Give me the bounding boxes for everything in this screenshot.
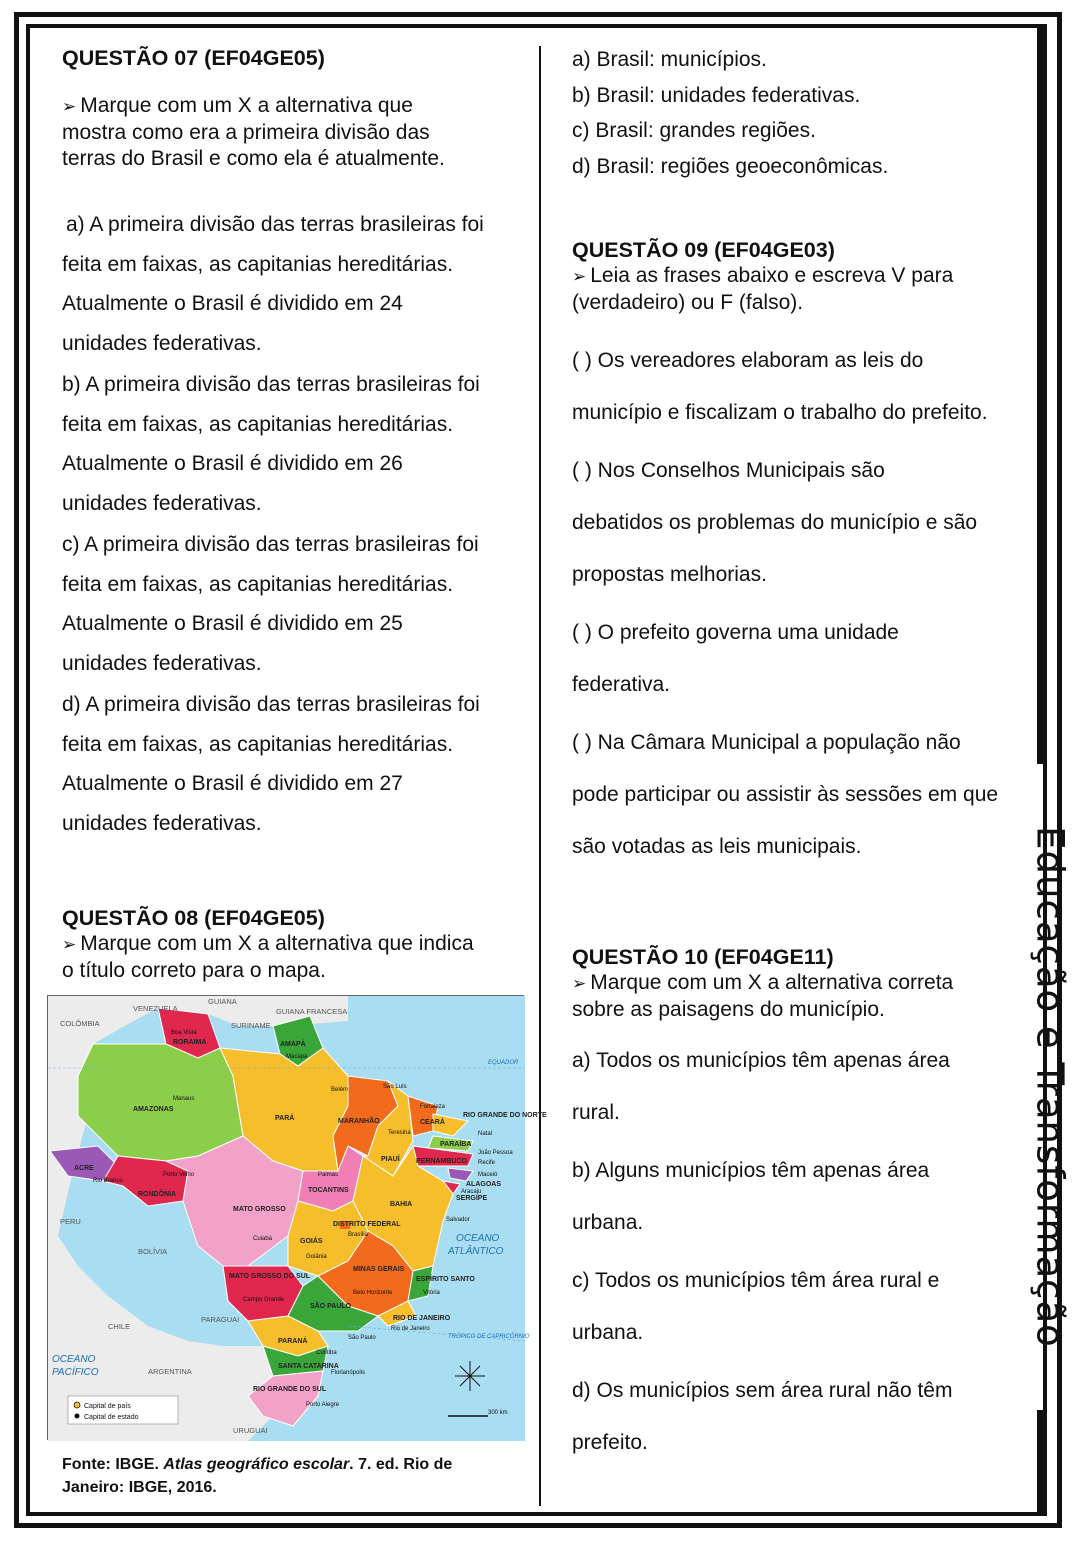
label-argentina: ARGENTINA [148,1367,192,1376]
q09-item-1[interactable] [572,335,1032,439]
q07-a-line3: Atualmente o Brasil é dividido em 24 [62,292,403,315]
label-ceara: CEARÁ [420,1119,445,1126]
q09-item4-line3: são votadas as leis municipais. [572,835,862,858]
label-oceano-atlantico-1: OCEANO [456,1233,500,1244]
label-mato-grosso-do-sul: MATO GROSSO DO SUL [229,1273,311,1280]
question-09 [572,238,1032,316]
label-sergipe: SERGIPE [456,1195,488,1202]
q09-item4-line1: ( ) Na Câmara Municipal a população não [572,731,961,754]
q08-title: QUESTÃO 08 (EF04GE05) [62,906,325,930]
label-paraiba: PARAÍBA [440,1141,472,1148]
q09-item3-line2: federativa. [572,673,671,696]
label-rio-de-janeiro-capital: Rio de Janeiro [391,1326,430,1332]
label-florianopolis: Florianópolis [331,1370,366,1376]
label-rio-grande-do-norte: RIO GRANDE DO NORTE [463,1112,547,1119]
q08-options [572,42,1032,184]
label-recife: Recife [478,1160,496,1166]
q09-item2-line3: propostas melhorias. [572,563,767,586]
label-peru: PERU [60,1217,81,1226]
label-para: PARÁ [275,1115,295,1122]
label-rio-branco: Rio Branco [93,1178,123,1184]
label-parana: PARANÁ [278,1338,308,1345]
legend-capital-estado: Capital de estado [84,1414,139,1421]
label-distrito-federal: DISTRITO FEDERAL [333,1221,401,1228]
q08-option-a[interactable]: a) Brasil: municípios. [572,48,767,71]
q07-options [62,205,532,843]
q07-option-c[interactable] [62,525,532,683]
label-amapa: AMAPÁ [280,1041,306,1048]
q10-c-line2: urbana. [572,1321,644,1344]
q10-a-line2: rural. [572,1101,620,1124]
q10-options [572,1035,1032,1469]
legend-capital-pais: Capital de país [84,1403,131,1410]
source-line2: Janeiro: IBGE, 2016. [62,1479,217,1496]
label-boa-vista: Boa Vista [171,1030,197,1036]
q10-d-line1: d) Os municípios sem área rural não têm [572,1379,953,1402]
q09-item-4[interactable] [572,717,1032,873]
q07-b-line3: Atualmente o Brasil é dividido em 26 [62,452,403,475]
label-piaui: PIAUÍ [381,1156,400,1163]
legend-capital-estado-icon [75,1414,80,1419]
source-atlas-title: Atlas geográfico escolar [163,1456,350,1473]
label-equador: EQUADOR [488,1060,519,1066]
label-teresina: Teresina [388,1130,411,1136]
label-campo-grande: Campo Grande [243,1297,285,1303]
label-palmas: Palmas [318,1172,339,1178]
q07-d-line3: Atualmente o Brasil é dividido em 27 [62,772,403,795]
question-08 [62,906,532,984]
label-oceano-pacifico-2: PACÍFICO [52,1367,99,1378]
map-source [62,1453,452,1499]
label-paraguai: PARAGUAI [201,1315,240,1324]
q09-item-3[interactable] [572,607,1032,711]
label-curitiba: Curitiba [316,1350,337,1356]
q07-c-line2: feita em faixas, as capitanias hereditárias. [62,572,454,596]
label-tocantins: TOCANTINS [308,1187,349,1194]
label-maceio: Maceió [478,1172,498,1178]
q07-prompt: ➢ Marque com um X a alternativa que [62,94,413,117]
q10-option-d[interactable] [572,1365,1032,1469]
label-colombia: COLÔMBIA [60,1019,100,1028]
q09-item-2[interactable] [572,445,1032,601]
side-bar-bottom [1037,1410,1047,1516]
label-venezuela: VENEZUELA [133,1004,178,1013]
label-oceano-atlantico-2: ATLÂNTICO [448,1246,504,1257]
q10-c-line1: c) Todos os municípios têm área rural e [572,1269,940,1292]
label-macapa: Macapá [286,1054,308,1060]
label-bolivia: BOLÍVIA [138,1247,168,1256]
q09-item2-line2: debatidos os problemas do município e são [572,511,978,534]
q09-item2-line1: ( ) Nos Conselhos Municipais são [572,459,885,482]
column-divider [539,46,541,1506]
q07-prompt-line2: mostra como era a primeira divisão das [62,121,430,144]
label-santa-catarina: SANTA CATARINA [278,1363,339,1370]
q10-title: QUESTÃO 10 (EF04GE11) [572,945,834,969]
q07-option-b[interactable] [62,365,532,523]
label-uruguai: URUGUAI [233,1426,268,1435]
q07-c-line1: c) A primeira divisão das terras brasileiras foi [62,533,479,556]
q07-option-d[interactable] [62,685,532,843]
arrow-icon: ➢ [62,935,77,954]
label-fortaleza: Fortaleza [420,1104,446,1110]
q09-item1-line2: município e fiscalizam o trabalho do prefeito. [572,401,988,424]
brazil-map [47,995,547,1440]
label-rio-grande-do-sul: RIO GRANDE DO SUL [253,1386,327,1393]
q09-item3-line1: ( ) O prefeito governa uma unidade [572,621,899,644]
label-acre: ACRE [74,1165,94,1172]
label-belo-horizonte: Belo Horizonte [353,1290,393,1296]
label-goias: GOIÁS [300,1238,323,1245]
label-guiana: GUIANA [208,997,237,1006]
q10-d-line2: prefeito. [572,1431,648,1454]
q08-prompt-line2: o título correto para o mapa. [62,959,326,982]
q09-item4-line2: pode participar ou assistir às sessões em que [572,783,999,806]
label-suriname: SURINAME [231,1021,271,1030]
label-oceano-pacifico-1: OCEANO [52,1354,96,1365]
arrow-icon: ➢ [572,974,587,993]
q10-a-line1: a) Todos os municípios têm apenas área [572,1049,950,1072]
q07-d-line4: unidades federativas. [62,811,262,835]
map-legend [68,1396,178,1424]
label-vitoria: Vitória [423,1290,440,1296]
q07-b-line1: b) A primeira divisão das terras brasileiras foi [62,373,480,396]
q08-option-d[interactable]: d) Brasil: regiões geoeconômicas. [572,154,889,178]
label-maranhao: MARANHÃO [338,1118,380,1125]
label-belem: Belém [331,1087,349,1093]
q08-option-b[interactable]: b) Brasil: unidades federativas. [572,83,861,107]
label-tropico: TRÓPICO DE CAPRICÓRNIO [448,1334,530,1340]
label-bahia: BAHIA [390,1201,413,1208]
q07-b-line2: feita em faixas, as capitanias hereditárias. [62,412,454,436]
q07-c-line4: unidades federativas. [62,651,262,675]
q10-prompt: ➢ Marque com um X a alternativa correta [572,971,954,994]
q09-prompt: ➢ Leia as frases abaixo e escreva V para [572,264,954,287]
q08-prompt: ➢ Marque com um X a alternativa que indica [62,932,474,955]
label-rondonia: RONDÔNIA [138,1191,177,1198]
q07-prompt-line3: terras do Brasil e como ela é atualmente. [62,147,445,170]
q07-b-line4: unidades federativas. [62,491,262,515]
question-07 [62,46,532,172]
q10-prompt-line2: sobre as paisagens do município. [572,998,885,1021]
label-sao-paulo-capital: São Paulo [348,1335,376,1341]
side-label: Educação e Transformação [1028,826,1072,1348]
q10-option-a[interactable] [572,1035,1032,1139]
q07-title: QUESTÃO 07 (EF04GE05) [62,46,325,70]
label-sao-paulo: SÃO PAULO [310,1303,352,1310]
q07-d-line1: d) A primeira divisão das terras brasileiras foi [62,693,480,716]
label-alagoas: ALAGOAS [466,1181,501,1188]
label-natal: Natal [478,1131,493,1137]
q07-option-a[interactable] [62,205,532,363]
q10-option-c[interactable] [572,1255,1032,1359]
label-goiania: Goiânia [306,1254,327,1260]
label-minas-gerais: MINAS GERAIS [353,1266,405,1273]
q09-prompt-line2: (verdadeiro) ou F (falso). [572,291,804,314]
label-salvador: Salvador [446,1217,470,1223]
q10-option-b[interactable] [572,1145,1032,1249]
legend-capital-pais-icon [74,1402,80,1408]
q10-b-line1: b) Alguns municípios têm apenas área [572,1159,930,1182]
side-bar-top [1037,24,1047,764]
label-porto-alegre: Porto Alegre [306,1402,340,1408]
source-line1: Fonte: IBGE. Atlas geográfico escolar. 7. ed. Rio de [62,1456,453,1473]
label-pernambuco: PERNAMBUCO [416,1158,467,1165]
label-rio-de-janeiro: RIO DE JANEIRO [393,1315,451,1322]
question-10 [572,945,1032,1023]
label-aracaju: Aracaju [461,1189,482,1195]
q07-d-line2: feita em faixas, as capitanias hereditárias. [62,732,454,756]
label-amazonas: AMAZONAS [133,1106,174,1113]
q07-a-line2: feita em faixas, as capitanias hereditárias. [62,252,454,276]
label-espirito-santo: ESPÍRITO SANTO [416,1276,475,1283]
label-chile: CHILE [108,1322,131,1331]
label-roraima: RORAIMA [173,1039,207,1046]
label-porto-velho: Porto Velho [163,1172,195,1178]
label-cuiaba: Cuiabá [253,1236,273,1242]
label-brasilia: Brasília [348,1232,369,1238]
q09-item1-line1: ( ) Os vereadores elaboram as leis do [572,349,924,372]
q09-title: QUESTÃO 09 (EF04GE03) [572,238,835,262]
label-joao-pessoa: João Pessoa [478,1150,513,1156]
label-manaus: Manaus [173,1096,195,1102]
label-sao-luis: São Luís [383,1084,407,1090]
arrow-icon: ➢ [572,267,587,286]
q07-c-line3: Atualmente o Brasil é dividido em 25 [62,612,403,635]
q07-a-line4: unidades federativas. [62,331,262,355]
q07-a-line1: a) A primeira divisão das terras brasileiras foi [66,213,484,236]
scale-label: 300 km [488,1410,508,1416]
q10-b-line2: urbana. [572,1211,644,1234]
q09-items [572,335,1032,873]
q08-option-c[interactable]: c) Brasil: grandes regiões. [572,119,816,142]
label-mato-grosso: MATO GROSSO [233,1206,286,1213]
arrow-icon: ➢ [62,97,77,116]
label-guiana-francesa: GUIANA FRANCESA [276,1007,348,1016]
